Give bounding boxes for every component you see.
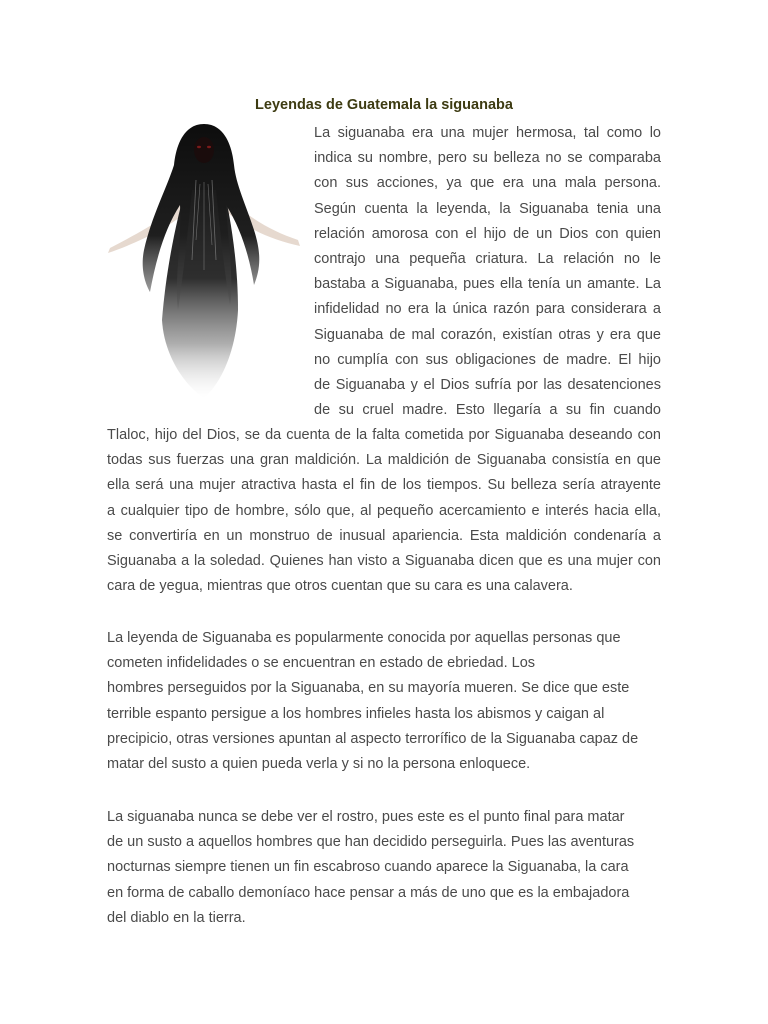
- text-line: ella será una mujer atractiva hasta el fin de los tiempos. Su belleza sería atrayente: [107, 477, 661, 494]
- text-line: La siguanaba nunca se debe ver el rostro, pues este es el punto final para matar: [107, 809, 625, 825]
- text-line: relación amorosa con el hijo de un Dios con quien: [314, 225, 661, 242]
- text-line: con sus acciones, ya que era una mala persona.: [314, 175, 661, 192]
- text-line: bastaba a Siguanaba, pues ella tenía un amante. La: [314, 276, 661, 293]
- text-line: infidelidad no era la única razón para considerara a: [314, 301, 661, 318]
- text-line: Siguanaba de mal corazón, existían otras y era que: [314, 326, 661, 343]
- text-line: Tlaloc, hijo del Dios, se da cuenta de la falta cometida por Siguanaba deseando con: [107, 427, 661, 443]
- text-line: precipicio, otras versiones apuntan al aspecto terrorífico de la Siguanaba capaz de: [107, 730, 639, 747]
- siguanaba-illustration: [104, 120, 304, 400]
- wrapped-intro-text: [314, 121, 661, 423]
- text-line: en forma de caballo demoníaco hace pensar a más de uno que es la embajadora: [107, 884, 630, 901]
- text-line: del diablo en la tierra.: [107, 909, 246, 926]
- text-line: de Siguanaba y el Dios sufría por las desatenciones: [314, 376, 661, 393]
- text-line: Según cuenta la leyenda, la Siguanaba tenia una: [314, 200, 661, 217]
- text-line: indica su nombre, pero su belleza no se comparaba: [314, 150, 661, 167]
- text-line: matar del susto a quien pueda verla y si no la persona enloquece.: [107, 755, 531, 772]
- paragraph-curse: [107, 423, 661, 599]
- text-line: no cumplía con sus obligaciones de madre. El hijo: [314, 351, 661, 368]
- text-line: nocturnas siempre tienen un fin escabroso cuando aparece la Siguanaba, la cara: [107, 859, 629, 876]
- document-title: Leyendas de Guatemala la siguanaba: [255, 97, 513, 113]
- text-line: Siguanaba a la soledad. Quienes han visto a Siguanaba dicen que es una mujer con: [107, 552, 661, 569]
- text-line: de su cruel madre. Esto llegaría a su fin cuando: [314, 402, 661, 419]
- paragraph-face: [107, 805, 661, 931]
- text-line: a cualquier tipo de hombre, sólo que, al pequeño acercamiento e interés hacia ella,: [107, 502, 661, 519]
- text-line: terrible espanto persigue a los hombres infieles hasta los abismos y caigan al: [107, 705, 605, 722]
- text-line: contrajo una pequeña criatura. La relación no le: [314, 250, 661, 267]
- paragraph-legend: [107, 626, 661, 777]
- text-line: cometen infidelidades o se encuentran en estado de ebriedad. Los: [107, 655, 536, 672]
- text-line: se convertiría en un monstruo de inusual apariencia. Esta maldición condenaría a: [107, 527, 661, 544]
- text-line: cara de yegua, mientras que otros cuentan que su cara es una calavera.: [107, 578, 573, 595]
- text-line: hombres perseguidos por la Siguanaba, en su mayoría mueren. Se dice que este: [107, 680, 630, 697]
- text-line: La siguanaba era una mujer hermosa, tal como lo: [314, 125, 661, 141]
- text-line: La leyenda de Siguanaba es popularmente conocida por aquellas personas que: [107, 630, 621, 646]
- text-line: todas sus fuerzas una gran maldición. La maldición de Siguanaba consistía en que: [107, 452, 661, 469]
- text-line: de un susto a aquellos hombres que han decidido perseguirla. Pues las aventuras: [107, 834, 635, 851]
